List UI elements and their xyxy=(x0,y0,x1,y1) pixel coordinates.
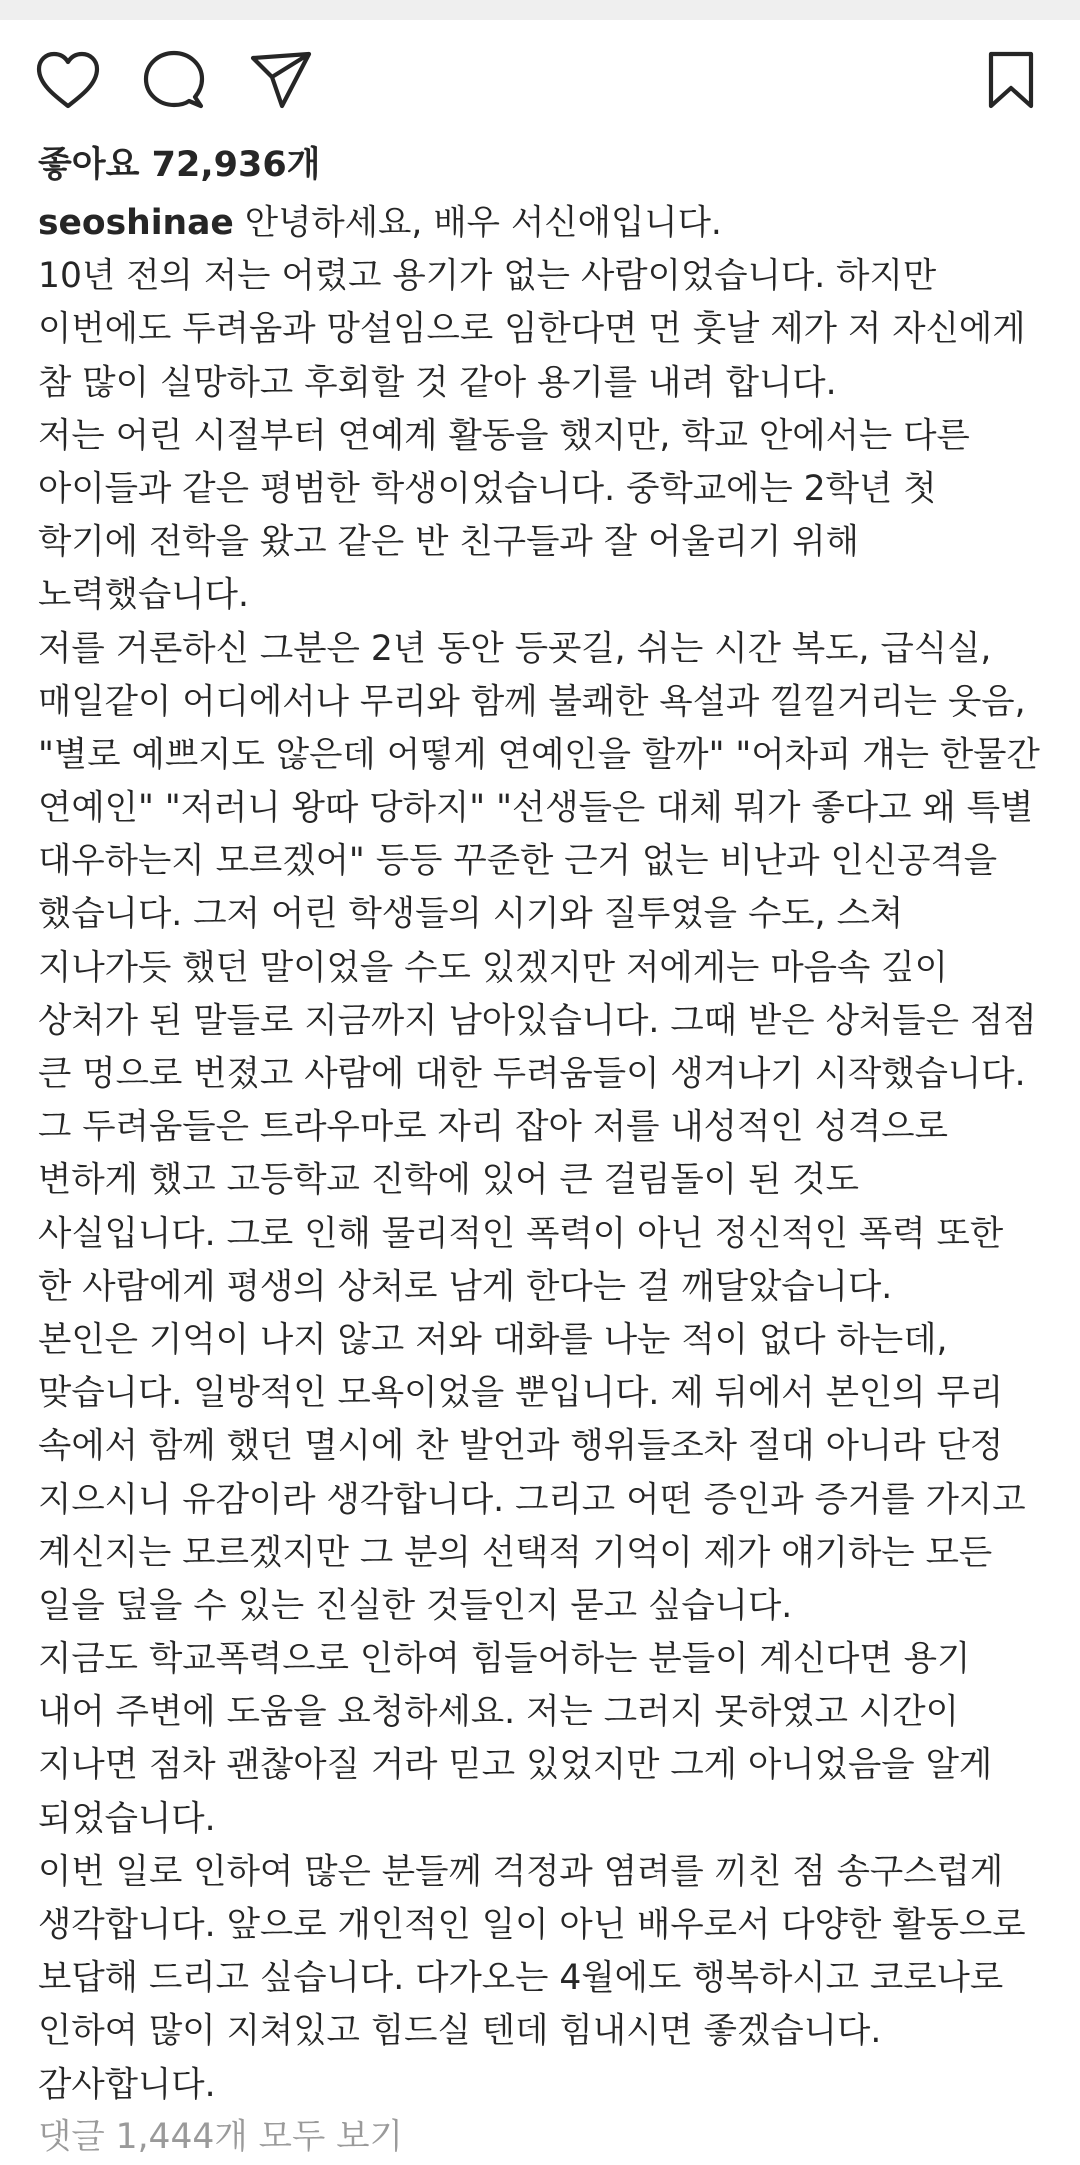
caption-line: 대우하는지 모르겠어" 등등 꾸준한 근거 없는 비난과 인신공격을 xyxy=(38,841,998,882)
comment-icon xyxy=(143,49,205,111)
caption-line: 10년 전의 저는 어렸고 용기가 없는 사람이었습니다. 하지만 xyxy=(38,256,937,297)
caption-line: 본인은 기억이 나지 않고 저와 대화를 나눈 적이 없다 하는데, xyxy=(38,1319,948,1360)
heart-icon xyxy=(35,50,101,110)
caption-line: 생각합니다. 앞으로 개인적인 일이 아닌 배우로서 다양한 활동으로 xyxy=(38,1905,1026,1945)
post-caption xyxy=(38,197,1058,2112)
caption-line: 일을 덮을 수 있는 진실한 것들인지 묻고 싶습니다. xyxy=(38,1585,793,1626)
caption-line: 학기에 전학을 왔고 같은 반 친구들과 잘 어울리기 위해 xyxy=(38,522,859,563)
caption-line: 이번에도 두려움과 망설임으로 임한다면 먼 훗날 제가 저 자신에게 xyxy=(38,309,1026,350)
caption-line: 속에서 함께 했던 멸시에 찬 발언과 행위들조차 절대 아니라 단정 xyxy=(38,1426,1004,1467)
caption-line: 연예인" "저러니 왕따 당하지" "선생들은 대체 뭐가 좋다고 왜 특별 xyxy=(38,788,1034,829)
top-bar-strip xyxy=(0,0,1080,20)
caption-line: 이번 일로 인하여 많은 분들께 걱정과 염려를 끼친 점 송구스럽게 xyxy=(38,1851,1004,1892)
view-all-comments-link[interactable]: 댓글 1,444개 모두 보기 xyxy=(38,2117,403,2157)
caption-line: 참 많이 실망하고 후회할 것 같아 용기를 내려 합니다. xyxy=(38,362,837,403)
caption-line: 지나가듯 했던 말이었을 수도 있겠지만 저에게는 마음속 깊이 xyxy=(38,947,948,988)
caption-line: 저는 어린 시절부터 연예계 활동을 했지만, 학교 안에서는 다른 xyxy=(38,415,970,456)
caption-text: 안녕하세요, 배우 서신애입니다. xyxy=(244,203,722,243)
caption-first-line xyxy=(38,197,1058,250)
caption-line: 인하여 많이 지쳐있고 힘드실 텐데 힘내시면 좋겠습니다. xyxy=(38,2011,882,2052)
likes-count[interactable]: 좋아요 72,936개 xyxy=(38,145,321,185)
caption-line: 지나면 점차 괜찮아질 거라 믿고 있었지만 그게 아니었음을 알게 xyxy=(38,1745,993,1786)
share-button[interactable] xyxy=(245,45,317,115)
caption-line: 그 두려움들은 트라우마로 자리 잡아 저를 내성적인 성격으로 xyxy=(38,1107,948,1148)
caption-line: 지으시니 유감이라 생각합니다. 그리고 어떤 증인과 증거를 가지고 xyxy=(38,1479,1026,1520)
caption-line: 큰 멍으로 번졌고 사람에 대한 두려움들이 생겨나기 시작했습니다. xyxy=(38,1054,1026,1094)
save-button[interactable] xyxy=(975,45,1047,115)
caption-line: 매일같이 어디에서나 무리와 함께 불쾌한 욕설과 낄낄거리는 웃음, xyxy=(38,681,1026,722)
caption-line: 변하게 했고 고등학교 진학에 있어 큰 걸림돌이 된 것도 xyxy=(38,1160,859,1201)
caption-line: 되었습니다. xyxy=(38,1798,216,1839)
caption-line: 했습니다. 그저 어린 학생들의 시기와 질투였을 수도, 스쳐 xyxy=(38,894,904,935)
caption-line: 계신지는 모르겠지만 그 분의 선택적 기억이 제가 얘기하는 모든 xyxy=(38,1532,993,1573)
like-button[interactable] xyxy=(32,45,104,115)
caption-username[interactable]: seoshinae xyxy=(38,203,234,243)
bookmark-icon xyxy=(987,50,1035,110)
caption-line: 사실입니다. 그로 인해 물리적인 폭력이 아닌 정신적인 폭력 또한 xyxy=(38,1213,1004,1254)
caption-line: 감사합니다. xyxy=(38,2064,216,2105)
caption-line: "별로 예쁘지도 않은데 어떻게 연예인을 할까" "어차피 걔는 한물간 xyxy=(38,734,1040,775)
caption-line: 맞습니다. 일방적인 모욕이었을 뿐입니다. 제 뒤에서 본인의 무리 xyxy=(38,1373,1004,1414)
caption-line: 내어 주변에 도움을 요청하세요. 저는 그러지 못하였고 시간이 xyxy=(38,1692,959,1733)
post-action-bar xyxy=(0,45,1080,115)
caption-line: 한 사람에게 평생의 상처로 남게 한다는 걸 깨달았습니다. xyxy=(38,1266,893,1307)
caption-line: 아이들과 같은 평범한 학생이었습니다. 중학교에는 2학년 첫 xyxy=(38,468,937,509)
caption-line: 저를 거론하신 그분은 2년 동안 등굣길, 쉬는 시간 복도, 급식실, xyxy=(38,628,992,669)
comment-button[interactable] xyxy=(138,45,210,115)
caption-line: 지금도 학교폭력으로 인하여 힘들어하는 분들이 계신다면 용기 xyxy=(38,1639,971,1680)
caption-line: 노력했습니다. xyxy=(38,575,249,616)
caption-line: 상처가 된 말들로 지금까지 남아있습니다. 그때 받은 상처들은 점점 xyxy=(38,1000,1037,1041)
share-icon xyxy=(249,50,313,110)
caption-line: 보답해 드리고 싶습니다. 다가오는 4월에도 행복하시고 코로나로 xyxy=(38,1958,1004,1999)
